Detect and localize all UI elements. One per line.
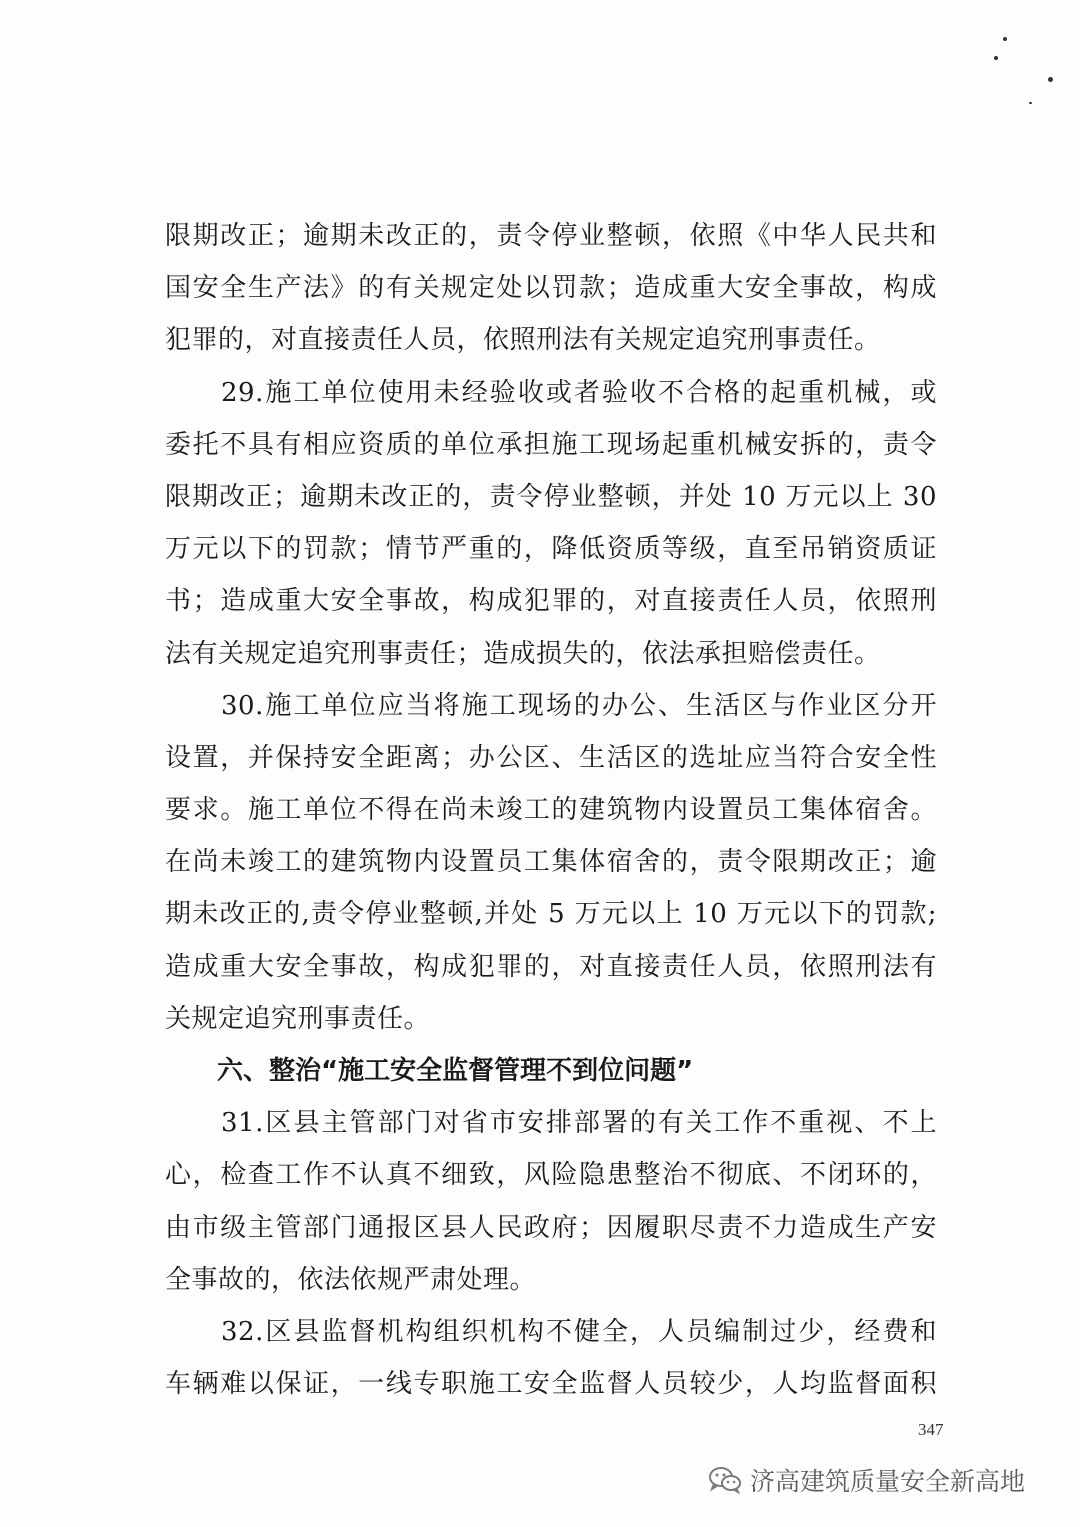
- item-29-line: 29.施工单位使用未经验收或者验收不合格的起重机械，或: [221, 377, 937, 408]
- body-line: 犯罪的，对直接责任人员，依照刑法有关规定追究刑事责任。: [165, 325, 881, 356]
- item-31-line: 31.区县主管部门对省市安排部署的有关工作不重视、不上: [221, 1108, 937, 1139]
- scan-speck: [1029, 102, 1032, 104]
- body-line: 心，检查工作不认真不细致，风险隐患整治不彻底、不闭环的，: [165, 1160, 937, 1191]
- body-line: 设置，并保持安全距离；办公区、生活区的选址应当符合安全性: [165, 742, 937, 773]
- body-line: 关规定追究刑事责任。: [165, 1003, 431, 1034]
- body-line: 限期改正；逾期未改正的，责令停业整顿，依照《中华人民共和: [165, 221, 937, 251]
- body-line: 在尚未竣工的建筑物内设置员工集体宿舍的，责令限期改正；逾: [165, 847, 937, 878]
- body-line: 车辆难以保证，一线专职施工安全监督人员较少，人均监督面积: [165, 1369, 937, 1400]
- scan-speck: [994, 56, 998, 60]
- body-line: 委托不具有相应资质的单位承担施工现场起重机械安拆的，责令: [165, 429, 937, 460]
- watermark-text: 济高建筑质量安全新高地: [750, 1467, 1026, 1496]
- body-line: 书；造成重大安全事故，构成犯罪的，对直接责任人员，依照刑: [165, 586, 937, 617]
- item-30-line: 30.施工单位应当将施工现场的办公、生活区与作业区分开: [221, 690, 937, 721]
- body-line: 要求。施工单位不得在尚未竣工的建筑物内设置员工集体宿舍。: [165, 795, 937, 826]
- item-32-line: 32.区县监督机构组织机构不健全，人员编制过少，经费和: [221, 1316, 937, 1347]
- section-heading: 六、整治“施工安全监督管理不到位问题”: [217, 1056, 694, 1086]
- body-line: 法有关规定追究刑事责任；造成损失的，依法承担赔偿责任。: [165, 638, 881, 669]
- watermark: [708, 1462, 1025, 1498]
- wechat-icon: [708, 1466, 742, 1494]
- scan-speck: [1048, 77, 1053, 82]
- body-line: 由市级主管部门通报区县人民政府；因履职尽责不力造成生产安: [165, 1212, 937, 1243]
- body-line: 万元以下的罚款；情节严重的，降低资质等级，直至吊销资质证: [165, 534, 937, 565]
- body-line: 全事故的，依法依规严肃处理。: [165, 1264, 537, 1295]
- body-line: 期未改正的,责令停业整顿,并处 5 万元以上 10 万元以下的罚款;: [165, 899, 937, 930]
- scan-speck: [1003, 37, 1007, 41]
- document-body: [165, 210, 937, 1410]
- body-line: 限期改正；逾期未改正的，责令停业整顿，并处 10 万元以上 30: [165, 481, 937, 512]
- body-line: 国安全生产法》的有关规定处以罚款；造成重大安全事故，构成: [165, 273, 937, 304]
- body-line: 造成重大安全事故，构成犯罪的，对直接责任人员，依照刑法有: [165, 951, 937, 982]
- page-number: 347: [918, 1420, 944, 1439]
